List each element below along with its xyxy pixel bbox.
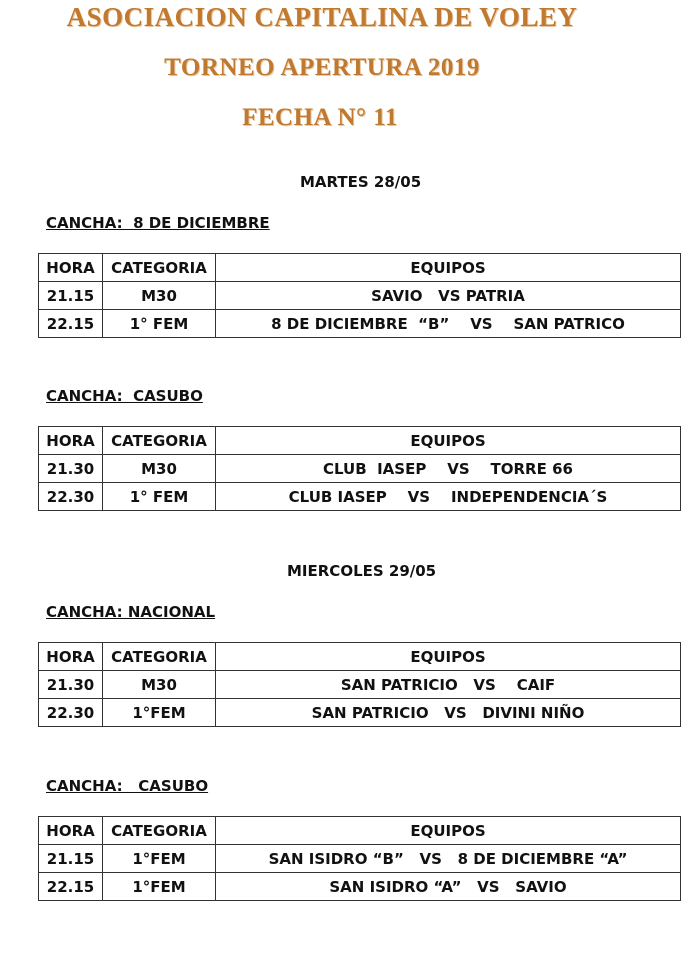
association-title: ASOCIACION CAPITALINA DE VOLEY (66, 2, 578, 32)
table-header-row (39, 254, 681, 282)
table-row (39, 873, 681, 901)
table-row (39, 455, 681, 483)
equipos-cell: SAN ISIDRO “B” VS 8 DE DICIEMBRE “A” (216, 845, 681, 873)
table-header-row (39, 817, 681, 845)
hora-cell: 21.30 (39, 671, 103, 699)
schedule-table (38, 253, 681, 338)
cancha-heading: CANCHA: 8 DE DICIEMBRE (46, 214, 270, 232)
categoria-cell: 1°FEM (103, 699, 216, 727)
header-hora: HORA (39, 254, 103, 282)
header-categoria: CATEGORIA (103, 817, 216, 845)
equipos-cell: SAN PATRICIO VS DIVINI NIÑO (216, 699, 681, 727)
header-hora: HORA (39, 817, 103, 845)
round-title: FECHA N° 11 (242, 104, 398, 131)
hora-cell: 22.15 (39, 310, 103, 338)
hora-cell: 21.30 (39, 455, 103, 483)
equipos-cell: SAVIO VS PATRIA (216, 282, 681, 310)
cancha-heading: CANCHA: CASUBO (46, 777, 209, 795)
hora-cell: 21.15 (39, 282, 103, 310)
table-row (39, 671, 681, 699)
schedule-table (38, 642, 681, 727)
hora-cell: 22.30 (39, 699, 103, 727)
categoria-cell: 1°FEM (103, 845, 216, 873)
header-categoria: CATEGORIA (103, 254, 216, 282)
hora-cell: 21.15 (39, 845, 103, 873)
hora-cell: 22.15 (39, 873, 103, 901)
header-equipos: EQUIPOS (216, 817, 681, 845)
schedule-table (38, 816, 681, 901)
equipos-cell: SAN PATRICIO VS CAIF (216, 671, 681, 699)
tournament-title: TORNEO APERTURA 2019 (164, 54, 480, 81)
cancha-heading: CANCHA: NACIONAL (46, 603, 216, 621)
table-row (39, 310, 681, 338)
header-categoria: CATEGORIA (103, 643, 216, 671)
header-hora: HORA (39, 427, 103, 455)
table-header-row (39, 643, 681, 671)
header-equipos: EQUIPOS (216, 643, 681, 671)
table-row (39, 282, 681, 310)
header-hora: HORA (39, 643, 103, 671)
categoria-cell: 1° FEM (103, 310, 216, 338)
schedule-table (38, 426, 681, 511)
categoria-cell: M30 (103, 455, 216, 483)
table-row (39, 699, 681, 727)
header-categoria: CATEGORIA (103, 427, 216, 455)
table-row (39, 845, 681, 873)
equipos-cell: SAN ISIDRO “A” VS SAVIO (216, 873, 681, 901)
categoria-cell: M30 (103, 282, 216, 310)
table-row (39, 483, 681, 511)
day-heading: MARTES 28/05 (300, 173, 422, 191)
header-equipos: EQUIPOS (216, 427, 681, 455)
cancha-heading: CANCHA: CASUBO (46, 387, 203, 405)
categoria-cell: 1° FEM (103, 483, 216, 511)
day-heading: MIERCOLES 29/05 (287, 562, 437, 580)
equipos-cell: CLUB IASEP VS TORRE 66 (216, 455, 681, 483)
categoria-cell: 1°FEM (103, 873, 216, 901)
table-header-row (39, 427, 681, 455)
equipos-cell: CLUB IASEP VS INDEPENDENCIA´S (216, 483, 681, 511)
categoria-cell: M30 (103, 671, 216, 699)
hora-cell: 22.30 (39, 483, 103, 511)
header-equipos: EQUIPOS (216, 254, 681, 282)
equipos-cell: 8 DE DICIEMBRE “B” VS SAN PATRICO (216, 310, 681, 338)
